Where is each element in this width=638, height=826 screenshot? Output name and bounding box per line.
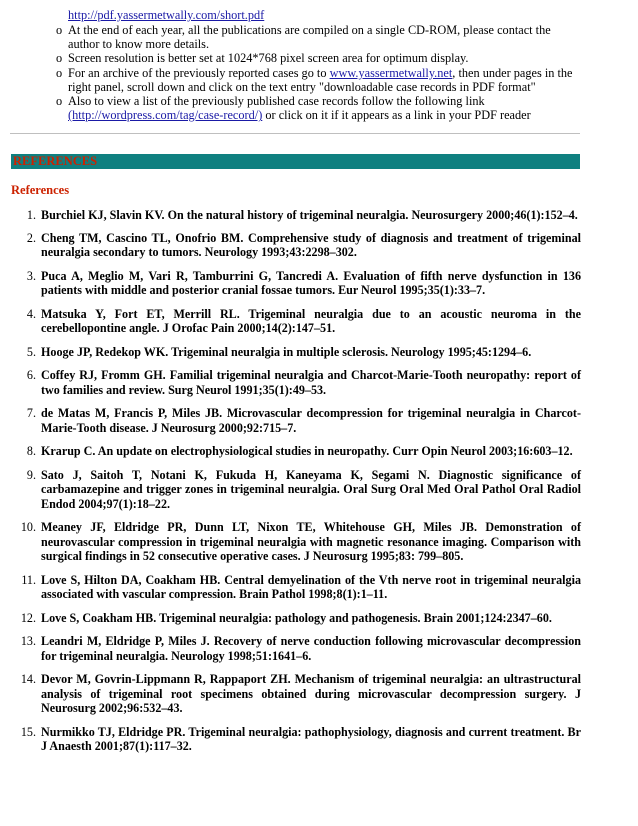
reference-number: 10.	[20, 520, 36, 534]
references-subtitle: References	[11, 183, 70, 197]
archive-link[interactable]: www.yassermetwally.net	[329, 65, 453, 80]
reference-number: 15.	[20, 724, 36, 739]
note-text: Screen resolution is better set at 1024*768 pixel screen area for optimum display.	[68, 51, 469, 66]
short-pdf-line	[68, 8, 638, 23]
reference-item	[0, 345, 581, 360]
reference-number: 11.	[21, 572, 36, 587]
reference-text: Leandri M, Eldridge P, Miles J. Recovery of nerve conduction following microvascular decompression for trigeminal neuralgia. Neurology 1998;51:1641–6.	[41, 634, 581, 663]
bullet-icon: o	[56, 65, 63, 80]
reference-text: Hooge JP, Redekop WK. Trigeminal neuralgia in multiple sclerosis. Neurology 1995;45:1294–6.	[41, 344, 532, 359]
reference-text: Meaney JF, Eldridge PR, Dunn LT, Nixon TE, Whitehouse GH, Miles JB. Demonstration of neurovascular compression in trigeminal neuralgia with magnetic resonance imaging. Comparison with surgical findings in 52 consecutive operative cases. J Neurosurg 1995;83: 799–805.	[41, 520, 581, 563]
note-text-post: , then under pages in the right panel, scroll down and click on the text entry "downloadable case records in PDF format"	[68, 65, 573, 94]
reference-item	[0, 672, 581, 716]
reference-item	[0, 573, 581, 602]
bullet-icon: o	[56, 23, 63, 37]
reference-item	[0, 269, 581, 298]
reference-text: Love S, Hilton DA, Coakham HB. Central demyelination of the Vth nerve root in trigeminal neuralgia associated with vascular compression. Brain Pathol 1998;8(1):1–11.	[41, 572, 581, 601]
reference-text: Love S, Coakham HB. Trigeminal neuralgia: pathology and pathogenesis. Brain 2001;124:2347–60.	[41, 610, 552, 625]
header-notes	[0, 8, 638, 122]
note-text-pre: Also to view a list of the previously published case records follow the following link	[68, 94, 485, 109]
reference-number: 2.	[26, 230, 36, 245]
note-item	[56, 66, 576, 94]
note-item	[56, 51, 576, 65]
reference-item	[0, 468, 581, 512]
divider	[10, 133, 580, 134]
reference-item	[0, 406, 581, 435]
reference-item	[0, 208, 581, 223]
note-item	[56, 23, 576, 51]
reference-text: Krarup C. An update on electrophysiological studies in neuropathy. Curr Opin Neurol 2003;16:603–12.	[41, 444, 573, 458]
reference-number: 1.	[26, 208, 36, 222]
reference-text: de Matas M, Francis P, Miles JB. Microvascular decompression for trigeminal neuralgia in Charcot-Marie-Tooth disease. J Neurosurg 2000;92:715–7.	[41, 406, 581, 435]
reference-item	[0, 368, 581, 397]
note-text: At the end of each year, all the publications are compiled on a single CD-ROM, please contact the author to know more details.	[68, 23, 551, 52]
reference-number: 6.	[26, 368, 36, 382]
notes-list	[0, 23, 576, 122]
reference-text: Puca A, Meglio M, Vari R, Tamburrini G, Tancredi A. Evaluation of fifth nerve dysfunction in 136 patients with middle and posterior cranial fossae tumors. Eur Neurol 1995;35(1):33–7.	[41, 268, 581, 297]
references-list	[0, 208, 638, 754]
reference-item	[0, 725, 581, 754]
references-bar	[11, 154, 580, 169]
reference-text: Burchiel KJ, Slavin KV. On the natural history of trigeminal neuralgia. Neurosurgery 2000;46(1):152–4.	[41, 208, 578, 222]
reference-number: 8.	[26, 444, 36, 458]
reference-number: 14.	[20, 672, 36, 686]
reference-item	[0, 634, 581, 663]
note-text-post: or click on it if it appears as a link in your PDF reader	[262, 108, 531, 123]
reference-text: Coffey RJ, Fromm GH. Familial trigeminal neuralgia and Charcot-Marie-Tooth neuropathy: report of two families and review. Surg Neurol 1991;35(1):49–53.	[41, 368, 581, 397]
case-record-link[interactable]: (http://wordpress.com/tag/case-record/)	[68, 108, 263, 123]
reference-item	[0, 520, 581, 564]
reference-number: 7.	[26, 406, 36, 420]
reference-text: Devor M, Govrin-Lippmann R, Rappaport ZH. Mechanism of trigeminal neuralgia: an ultrastructural analysis of trigeminal root specimens obtained during microvascular decompression surgery. J Neurosurg 2002;96:532–43.	[41, 672, 581, 715]
reference-item	[0, 307, 581, 336]
reference-item	[0, 611, 581, 626]
reference-number: 9.	[26, 467, 36, 482]
note-item	[56, 94, 576, 122]
references-bar-title: REFERENCES	[13, 154, 98, 168]
reference-item	[0, 231, 581, 260]
reference-text: Cheng TM, Cascino TL, Onofrio BM. Comprehensive study of diagnosis and treatment of trigeminal neuralgia secondary to tumors. Neurology 1993;43:2298–302.	[41, 230, 581, 259]
bullet-icon: o	[56, 94, 63, 109]
reference-number: 5.	[26, 344, 36, 359]
reference-text: Sato J, Saitoh T, Notani K, Fukuda H, Kaneyama K, Segami N. Diagnostic significance of carbamazepine and trigger zones in trigeminal neuralgia. Oral Surg Oral Med Oral Pathol Oral Radiol Endod 2004;97(1):18–22.	[41, 467, 581, 511]
reference-text: Matsuka Y, Fort ET, Merrill RL. Trigeminal neuralgia due to an acoustic neuroma in the cerebellopontine angle. J Orofac Pain 2000;14(2):147–51.	[41, 306, 581, 335]
reference-number: 13.	[20, 634, 36, 648]
reference-number: 12.	[20, 610, 36, 625]
reference-item	[0, 444, 581, 459]
bullet-icon: o	[56, 51, 63, 66]
reference-number: 3.	[26, 268, 36, 283]
reference-number: 4.	[26, 306, 36, 321]
short-pdf-link[interactable]: http://pdf.yassermetwally.com/short.pdf	[68, 8, 265, 22]
note-text-pre: For an archive of the previously reported cases go to	[68, 65, 330, 80]
reference-text: Nurmikko TJ, Eldridge PR. Trigeminal neuralgia: pathophysiology, diagnosis and current treatment. Br J Anaesth 2001;87(1):117–32.	[41, 724, 581, 753]
